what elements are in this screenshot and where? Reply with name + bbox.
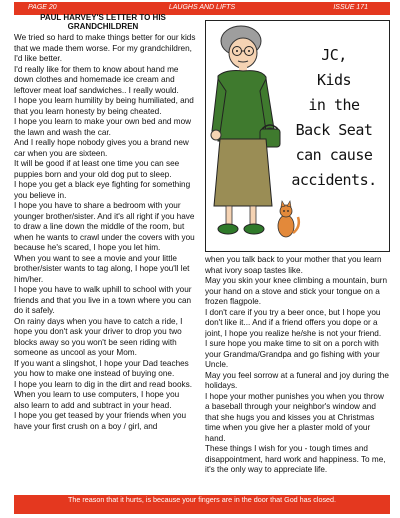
article-paragraph: I hope you learn humility by being humiliated, and that you learn honesty by being cheated. (14, 96, 194, 116)
article-paragraph: when you talk back to your mother that you learn what ivory soap tastes like. (205, 255, 382, 275)
article-column-right (205, 255, 390, 493)
article-paragraph: May you skin your knee climbing a mountain, burn your hand on a stove and stick your tongue on a frozen flagpole. (205, 276, 388, 306)
article-paragraph: I hope you have to walk uphill to school with your friends and that you live in a town where you can do it safely. (14, 285, 192, 315)
article-paragraph: I hope you get a black eye fighting for something you believe in. (14, 180, 191, 200)
cartoon-caption-line: Back Seat (295, 121, 373, 139)
cartoon-caption-line: Kids (316, 71, 352, 89)
article-title-line1: PAUL HARVEY'S LETTER TO HIS (40, 13, 166, 22)
article-paragraph: I don't care if you try a beer once, but I hope you don't like it... And if a friend offers you dope or a joint, I hope you realize he/she is not your friend. (205, 307, 382, 338)
article-paragraph: And I really hope nobody gives you a brand new car when you are sixteen. (14, 138, 189, 158)
footer-quote: The reason that it hurts, is because your fingers are in the door that God has closed. (67, 495, 337, 504)
article-column-left (14, 33, 196, 491)
article-title (14, 13, 192, 31)
article-title-line2: GRANDCHILDREN (67, 22, 139, 31)
article-paragraph: If you want a slingshot, I hope your Dad teaches you how to make one instead of buying one. (14, 358, 189, 378)
article-paragraph: When you learn to use computers, I hope you also learn to add and subtract in your head. (14, 390, 180, 410)
article-paragraph: On rainy days when you have to catch a ride, I hope you don't ask your driver to drop you two blocks away so you won't be seen riding with someone as uncool as your Mom. (14, 316, 183, 357)
article-paragraph: When you want to see a movie and your little brother/sister wants to tag along, I hope you'll let him/her. (14, 253, 190, 284)
article-paragraph: These things I wish for you - tough times and disappointment, hard work and happiness. To me, it's the only way to appreciate life. (205, 444, 386, 474)
cat-illustration (278, 201, 299, 237)
issue-number: ISSUE 171 (333, 4, 368, 11)
article-paragraph: I hope your mother punishes you when you throw a baseball through your neighbor's window and that she hugs you and kisses you at Christmas time when you give her a plaster mold of your hand. (205, 391, 384, 443)
article-paragraph: It will be good if at least one time you can see puppies born and your old dog put to sleep. (14, 159, 180, 179)
cartoon-panel (205, 20, 390, 252)
article-paragraph: I sure hope you make time to sit on a porch with your Grandma/Grandpa and go fishing with your Uncle. (205, 339, 380, 369)
page-number: PAGE 20 (28, 4, 57, 11)
cartoon-caption (278, 43, 390, 193)
article-paragraph: We tried so hard to make things better for our kids that we made them worse. For my grandchildren, I'd like better. (14, 33, 196, 63)
article-paragraph: I'd really like for them to know about hand me down clothes and homemade ice cream and leftover meat loaf sandwiches.. I really would. (14, 64, 179, 95)
cartoon-caption-line: JC, (321, 46, 347, 64)
article-paragraph: I hope you learn to dig in the dirt and read books. (14, 379, 192, 389)
cartoon-caption-line: accidents. (291, 171, 377, 189)
article-paragraph: I hope you have to share a bedroom with your younger brother/sister. And it's all right if you have to draw a line down the middle of the room, but when he wants to crawl under the covers with you because he's scared, I hope you let him. (14, 201, 195, 252)
article-paragraph: May you feel sorrow at a funeral and joy during the holidays. (205, 370, 389, 390)
article-paragraph: I hope you get teased by your friends when you have your first crush on a boy / girl, and (14, 411, 187, 431)
cartoon-caption-line: can cause (295, 146, 373, 164)
footer-quote-bar (14, 495, 390, 514)
article-paragraph: I hope you learn to make your own bed and mow the lawn and wash the car. (14, 117, 192, 137)
section-title: LAUGHS AND LIFTS (168, 4, 236, 11)
cartoon-caption-line: in the (308, 96, 360, 114)
